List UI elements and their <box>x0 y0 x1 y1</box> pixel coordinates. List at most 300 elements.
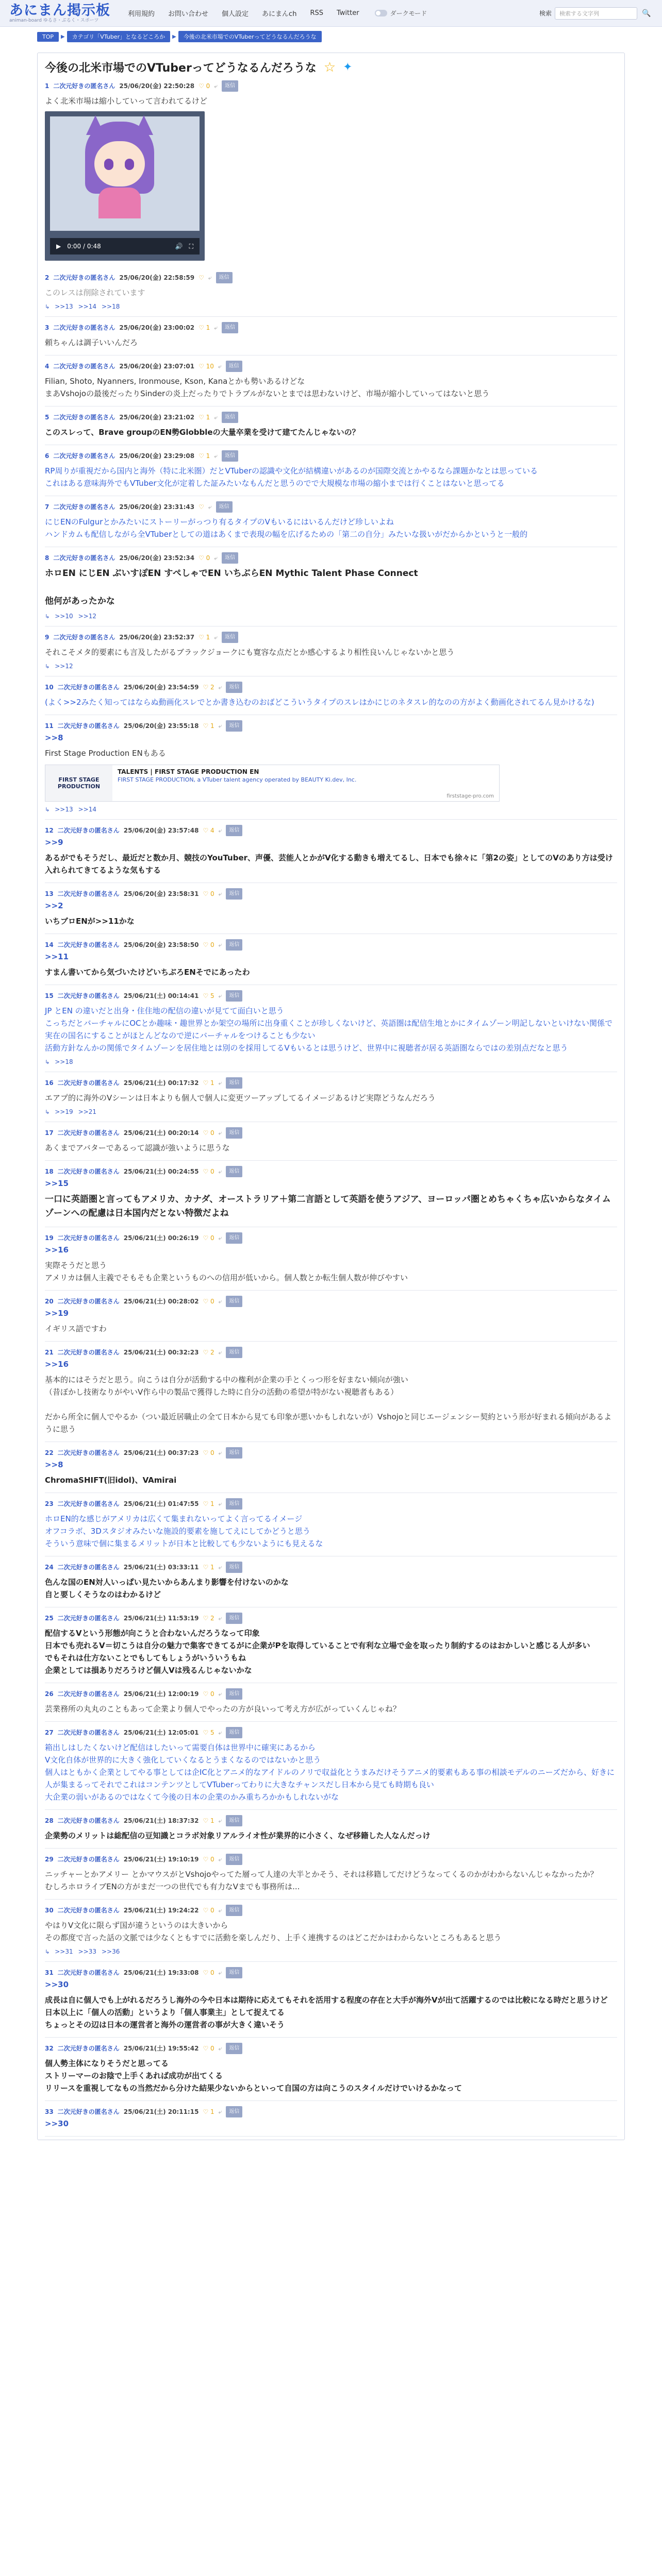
reply-link[interactable]: >>10 <box>55 613 73 620</box>
post-date: 25/06/21(土) 01:47:55 <box>123 1500 199 1507</box>
quote-button[interactable]: 返信 <box>226 1815 242 1826</box>
reply-icon[interactable]: ⤶ <box>214 452 218 460</box>
quote-button[interactable]: 返信 <box>226 720 242 732</box>
like-icon[interactable]: ♡ 0 <box>203 1856 214 1863</box>
post-number[interactable]: 12 <box>45 827 54 834</box>
like-icon[interactable]: ♡ 10 <box>198 363 214 370</box>
quote-button[interactable]: 返信 <box>222 412 238 423</box>
list-item <box>45 1607 617 1683</box>
post-date: 25/06/20(金) 23:58:31 <box>123 890 199 897</box>
quote-button[interactable]: 返信 <box>222 450 238 462</box>
list-item <box>45 715 617 820</box>
post-number[interactable]: 25 <box>45 1615 54 1622</box>
like-icon[interactable]: ♡ 1 <box>203 722 214 730</box>
reply-icon[interactable]: ⤶ <box>208 503 212 511</box>
post-body: あるがでもそうだし、最近だと数か月、競技のYouTuber、声優、芸能人とかがV化する動きも増えてるし、日本でも徐々に「第2の姿」としてのVのあり方は受け入れられてきてるような気もする <box>45 853 613 875</box>
post-anchor-link[interactable]: >>16 <box>45 1360 69 1369</box>
post-author: 二次元好きの匿名さん <box>57 890 120 897</box>
post-meta <box>45 682 617 693</box>
list-item <box>45 1962 617 2038</box>
reply-icon[interactable]: ⤶ <box>214 414 218 421</box>
like-icon[interactable]: ♡ 0 <box>203 1907 214 1914</box>
post-meta <box>45 1905 617 1916</box>
post-author: 二次元好きの匿名さん <box>57 722 120 730</box>
quote-button[interactable]: 返信 <box>222 632 238 643</box>
like-icon[interactable]: ♡ 0 <box>203 1690 214 1698</box>
card-domain: firststage-pro.com <box>446 793 494 799</box>
post-date: 25/06/20(金) 23:55:18 <box>123 722 199 730</box>
reply-arrow-icon: ↳ <box>45 1058 50 1065</box>
post-date: 25/06/20(金) 22:50:28 <box>119 82 195 90</box>
reply-arrow-icon: ↳ <box>45 1948 50 1955</box>
post-author: 二次元好きの匿名さん <box>57 1129 120 1137</box>
reply-icon[interactable]: ⤶ <box>218 1079 222 1087</box>
reply-icon[interactable]: ⤶ <box>218 363 222 370</box>
post-number[interactable]: 20 <box>45 1298 54 1305</box>
post-number[interactable]: 10 <box>45 684 54 691</box>
post-meta <box>45 888 617 900</box>
reply-link[interactable]: >>21 <box>78 1108 96 1115</box>
reply-icon[interactable]: ⤶ <box>214 634 218 641</box>
post-body: いちブロENが>>11かな <box>45 917 135 926</box>
search-label: 検索 <box>539 10 552 17</box>
post-number[interactable]: 33 <box>45 2108 54 2115</box>
favorite-star-icon[interactable]: ☆ <box>323 59 336 75</box>
quote-button[interactable]: 返信 <box>226 1727 242 1738</box>
like-icon[interactable]: ♡ 1 <box>203 1817 214 1824</box>
breadcrumb-top[interactable]: TOP <box>37 32 59 42</box>
post-body: イギリス語ですわ <box>45 1324 107 1333</box>
quote-button[interactable]: 返信 <box>226 361 242 372</box>
reply-icon[interactable]: ⤶ <box>214 324 218 331</box>
nav-terms[interactable]: 利用規約 <box>128 10 155 18</box>
list-item <box>45 2038 617 2101</box>
post-number[interactable]: 11 <box>45 722 54 730</box>
post-meta <box>45 361 617 372</box>
like-icon[interactable]: ♡ 1 <box>198 634 210 641</box>
reply-icon[interactable]: ⤶ <box>218 2045 222 2052</box>
post-date: 25/06/20(金) 23:29:08 <box>119 452 195 460</box>
quote-button[interactable]: 返信 <box>216 272 233 283</box>
character-face <box>94 141 145 187</box>
character-eye <box>104 159 113 170</box>
quote-button[interactable]: 返信 <box>226 1562 242 1573</box>
post-body: ホロEN的な感じがアメリカは広くて集まれないってよく言ってるイメージ オフコラボ、3Dスタジオみたいな施設的要素を施してえにしてかどうと思う そういう意味で個に集まるメリットが日本と比較しても少ないようにも見えるな <box>45 1514 323 1548</box>
list-item <box>45 496 617 547</box>
post-body: よく北米市場は縮小していって言われてるけど <box>45 96 208 106</box>
quote-button[interactable]: 返信 <box>226 1498 242 1510</box>
post-anchor-link[interactable]: >>19 <box>45 1309 69 1318</box>
reply-icon[interactable]: ⤶ <box>218 1729 222 1736</box>
list-item <box>45 1849 617 1900</box>
reply-icon[interactable]: ⤶ <box>218 1168 222 1175</box>
thread-content <box>37 53 625 2140</box>
search-area <box>539 7 653 20</box>
reply-icon[interactable]: ⤶ <box>218 684 222 691</box>
post-date: 25/06/20(金) 23:21:02 <box>119 414 195 421</box>
post-meta <box>45 1727 617 1738</box>
reply-icon[interactable]: ⤶ <box>218 1690 222 1698</box>
post-meta <box>45 322 617 333</box>
post-number[interactable]: 1 <box>45 82 49 90</box>
reply-link[interactable]: >>13 <box>55 806 73 813</box>
post-meta <box>45 1967 617 1978</box>
post-anchor-link[interactable]: >>9 <box>45 838 63 847</box>
like-icon[interactable]: ♡ 1 <box>203 1500 214 1507</box>
post-anchor-link[interactable]: >>8 <box>45 1460 63 1469</box>
logo-text: あにまん掲示板 <box>9 2 110 19</box>
post-image[interactable] <box>45 111 205 261</box>
post-anchor-link[interactable]: >>15 <box>45 1179 69 1188</box>
post-date: 25/06/21(土) 11:53:19 <box>123 1615 199 1622</box>
character-body <box>98 188 141 218</box>
reply-link[interactable]: >>14 <box>78 806 96 813</box>
post-author: 二次元好きの匿名さん <box>53 82 115 90</box>
post-author: 二次元好きの匿名さん <box>53 274 115 281</box>
post-body: 企業勢のメリットは総配信の豆知識とコラボ対象リアルライオ性が業界的に小さく、なぜ移籍した人なんだっけ <box>45 1831 431 1840</box>
like-icon[interactable]: ♡ 0 <box>203 1298 214 1305</box>
reply-link[interactable]: >>12 <box>78 613 96 620</box>
like-icon[interactable]: ♡ 0 <box>203 1969 214 1976</box>
reply-link[interactable]: >>14 <box>78 303 96 310</box>
post-body: 個人勢主体になりそうだと思ってる ストリーマーのお陰で上手くあれば成功が出てくる リリースを重視してなもの当然だから分けた結果少ないからといって自国の方は向こうのスタイルだけでいけるかなって <box>45 2059 462 2093</box>
quote-button[interactable]: 返信 <box>226 939 242 951</box>
reply-link[interactable]: >>18 <box>102 303 120 310</box>
post-date: 25/06/21(土) 00:14:41 <box>123 992 199 999</box>
like-icon[interactable]: ♡ 1 <box>203 1079 214 1087</box>
site-logo[interactable] <box>9 4 110 23</box>
post-author: 二次元好きの匿名さん <box>57 1298 120 1305</box>
quote-button[interactable]: 返信 <box>222 80 238 92</box>
post-body: にじENのFulgurとかみたいにストーリーがっつり有るタイプのVもいるにはいるんだけど珍しいよね ハンドカムも配信しながら全VTuberとしての道はあくまで表現の幅を広げるための「第二の自分」みたいな扱いがだからかというと一般的 <box>45 517 528 539</box>
quote-button[interactable]: 返信 <box>226 1077 242 1089</box>
post-body: First Stage Production ENもある <box>45 749 166 758</box>
post-author: 二次元好きの匿名さん <box>53 363 115 370</box>
post-author: 二次元好きの匿名さん <box>57 1615 120 1622</box>
quote-button[interactable]: 返信 <box>222 322 238 333</box>
reply-links <box>45 303 617 310</box>
list-item <box>45 1291 617 1342</box>
quote-button[interactable]: 返信 <box>226 825 242 836</box>
reply-icon[interactable]: ⤶ <box>214 82 218 90</box>
reply-links <box>45 806 617 813</box>
post-meta <box>45 80 617 92</box>
reply-icon[interactable]: ⤶ <box>218 1817 222 1824</box>
post-date: 25/06/20(金) 23:58:50 <box>123 941 199 948</box>
play-icon[interactable]: ▶ <box>56 243 61 250</box>
reply-icon[interactable]: ⤶ <box>218 1129 222 1137</box>
quote-button[interactable]: 返信 <box>226 1447 242 1459</box>
reply-icon[interactable]: ⤶ <box>218 1349 222 1356</box>
post-author: 二次元好きの匿名さん <box>53 554 115 562</box>
post-number[interactable]: 17 <box>45 1129 54 1137</box>
like-icon[interactable]: ♡ 2 <box>203 1349 214 1356</box>
quote-button[interactable]: 返信 <box>226 1688 242 1700</box>
reply-arrow-icon: ↳ <box>45 806 50 813</box>
reply-arrow-icon: ↳ <box>45 303 50 310</box>
post-number[interactable]: 14 <box>45 941 54 948</box>
breadcrumb-thread[interactable]: 今後の北米市場でのVTuberってどうなるんだろうな <box>178 31 322 42</box>
post-anchor-link[interactable]: >>2 <box>45 901 63 910</box>
like-icon[interactable]: ♡ 0 <box>198 82 210 90</box>
post-body: 配信するVという形態が向こうと合わないんだろうなって印象 日本でも売れるV＝切こうは自分の魅力で集客できてるがに企業がPを取得していることで有利な立場で金を取ったり制約するのはおかしいと感じる人が多い でもそれは仕方ないことでもしてもしょうがいういうもね 企業としては損ありだろうけど個人Vは残るんじゃないかな <box>45 1629 590 1675</box>
breadcrumb-separator-icon: ▶ <box>172 33 176 40</box>
list-item <box>45 626 617 676</box>
like-icon[interactable]: ♡ 1 <box>198 414 210 421</box>
reply-icon[interactable]: ⤶ <box>218 941 222 948</box>
post-meta <box>45 825 617 836</box>
like-icon[interactable]: ♡ 0 <box>203 1129 214 1137</box>
post-date: 25/06/20(金) 22:58:59 <box>119 274 195 281</box>
reply-link[interactable]: >>36 <box>102 1948 120 1955</box>
post-number[interactable]: 22 <box>45 1449 54 1456</box>
reply-icon[interactable]: ⤶ <box>218 1907 222 1914</box>
reply-links <box>45 1948 617 1955</box>
post-date: 25/06/21(土) 00:26:19 <box>123 1234 199 1242</box>
reply-links <box>45 1108 617 1115</box>
quote-button[interactable]: 返信 <box>226 2106 242 2117</box>
thread-header <box>37 53 625 2140</box>
list-item <box>45 547 617 626</box>
toggle-switch-icon <box>375 10 387 16</box>
like-icon[interactable]: ♡ 0 <box>203 1234 214 1242</box>
quote-button[interactable]: 返信 <box>226 1232 242 1244</box>
list-item <box>45 1722 617 1810</box>
like-icon[interactable]: ♡ 5 <box>203 992 214 999</box>
post-author: 二次元好きの匿名さん <box>57 941 120 948</box>
post-meta <box>45 412 617 423</box>
post-body: 箱出しはしたくないけど配信はしたいって需要自体は世界中に確実にあるから V文化自体が世界的に大きく強化していくなるとうまくなるのではないかと思う 個人はともかく企業としてやる事としては企IC化とアニメ的なアイドルのノリで収益化とうまみだけそうアニメ的要素もある事の相談モデルのニーズだから、好きに人が集まるってそれでこれはコンテンツとしてVTuberってわりに大きなチャンスだし日本から見ても時期も良い 大企業の弱いがあるのではなくて今後の日本の企業のかみ重ちろかかもしれないがな <box>45 1743 615 1802</box>
post-number[interactable]: 27 <box>45 1729 54 1736</box>
reply-icon[interactable]: ⤶ <box>218 1500 222 1507</box>
nav-contact[interactable]: お問い合わせ <box>168 10 209 18</box>
reply-icon[interactable]: ⤶ <box>208 274 212 281</box>
post-number[interactable]: 13 <box>45 890 54 897</box>
post-author: 二次元好きの匿名さん <box>57 1234 120 1242</box>
post-number[interactable]: 8 <box>45 554 49 562</box>
post-date: 25/06/21(土) 19:24:22 <box>123 1907 199 1914</box>
reply-icon[interactable]: ⤶ <box>218 1615 222 1622</box>
post-author: 二次元好きの匿名さん <box>57 1907 120 1914</box>
post-author: 二次元好きの匿名さん <box>53 634 115 641</box>
like-icon[interactable]: ♡ <box>198 274 204 281</box>
reply-icon[interactable]: ⤶ <box>218 1969 222 1976</box>
post-meta <box>45 1498 617 1510</box>
post-body: (よく>>2みたく知ってはならぬ動画化スレでとか書き込むのおばどこういうタイプのスレはかにじのネタスレ的なのの方がよく動画化されてるん見かけるな) <box>45 698 594 707</box>
post-date: 25/06/21(土) 00:24:55 <box>123 1168 199 1175</box>
post-author: 二次元好きの匿名さん <box>57 992 120 999</box>
post-date: 25/06/20(金) 23:31:43 <box>119 503 195 511</box>
reply-icon[interactable]: ⤶ <box>218 827 222 834</box>
post-body: 一口に英語圏と言ってもアメリカ、カナダ、オーストラリア＋第二言語として英語を使うアジア、ヨーロッパ圏とめちゃくちゃ広いからなタイムゾーンへの配慮は日本国内だとない特徴だよね <box>45 1194 611 1218</box>
like-icon[interactable]: ♡ 0 <box>198 554 210 562</box>
post-date: 25/06/21(土) 20:11:15 <box>123 2108 199 2115</box>
post-author: 二次元好きの匿名さん <box>57 1817 120 1824</box>
like-icon[interactable]: ♡ 4 <box>203 827 214 834</box>
post-date: 25/06/21(土) 18:37:32 <box>123 1817 199 1824</box>
post-meta <box>45 990 617 1002</box>
post-date: 25/06/20(金) 23:07:01 <box>119 363 195 370</box>
like-icon[interactable]: ♡ 0 <box>203 941 214 948</box>
link-preview-card[interactable] <box>45 765 500 802</box>
list-item <box>45 445 617 496</box>
post-body: やはりV文化に限らず国が違うというのは大きいから その都度で言った話の文脈では少なくともすでに活動を楽しんだり、上手く連携するのはどこだかはわからないところもあると思う <box>45 1921 502 1942</box>
search-input[interactable]: 検索する文字列 <box>555 7 637 20</box>
reply-link[interactable]: >>31 <box>55 1948 73 1955</box>
reply-link[interactable]: >>13 <box>55 303 73 310</box>
like-icon[interactable]: ♡ 1 <box>198 452 210 460</box>
post-anchor-link[interactable]: >>11 <box>45 952 69 961</box>
post-body: 芸業務所の丸丸のこともあって企業より個人でやったの方が良いって考え方が広がっていくんじゃね？ <box>45 1704 401 1714</box>
reply-icon[interactable]: ⤶ <box>214 554 218 562</box>
post-anchor-link[interactable]: >>8 <box>45 733 63 742</box>
post-date: 25/06/21(土) 19:10:19 <box>123 1856 199 1863</box>
post-body: あくまでアバターであるって認識が強いように思うな <box>45 1143 230 1153</box>
quote-button[interactable]: 返信 <box>226 1613 242 1624</box>
post-number[interactable]: 19 <box>45 1234 54 1242</box>
post-number[interactable]: 24 <box>45 1564 54 1571</box>
post-number[interactable]: 9 <box>45 634 49 641</box>
post-date: 25/06/20(金) 23:54:59 <box>123 684 199 691</box>
quote-button[interactable]: 返信 <box>226 1166 242 1177</box>
breadcrumb-category[interactable]: カテゴリ「VTuber」となるどころか <box>67 31 170 42</box>
post-number[interactable]: 2 <box>45 274 49 281</box>
dark-mode-toggle[interactable] <box>375 9 427 18</box>
post-author: 二次元好きの匿名さん <box>57 1079 120 1087</box>
quote-button[interactable]: 返信 <box>226 990 242 1002</box>
post-number[interactable]: 28 <box>45 1817 54 1824</box>
post-number[interactable]: 31 <box>45 1969 54 1976</box>
like-icon[interactable]: ♡ 2 <box>203 684 214 691</box>
volume-icon[interactable]: 🔊 <box>175 243 183 250</box>
reply-icon[interactable]: ⤶ <box>218 1234 222 1242</box>
post-anchor-link[interactable]: >>16 <box>45 1245 69 1255</box>
reply-icon[interactable]: ⤶ <box>218 1449 222 1456</box>
reply-icon[interactable]: ⤶ <box>218 722 222 730</box>
post-number[interactable]: 4 <box>45 363 49 370</box>
list-item <box>45 883 617 934</box>
reply-link[interactable]: >>18 <box>55 1058 73 1065</box>
post-date: 25/06/21(土) 19:33:08 <box>123 1969 199 1976</box>
top-nav <box>128 8 427 18</box>
reply-link[interactable]: >>12 <box>55 663 73 670</box>
post-meta <box>45 720 617 732</box>
list-item <box>45 1342 617 1442</box>
post-date: 25/06/20(金) 23:52:34 <box>119 554 195 562</box>
quote-button[interactable]: 返信 <box>226 1854 242 1865</box>
post-number[interactable]: 21 <box>45 1349 54 1356</box>
like-icon[interactable]: ♡ 0 <box>203 1168 214 1175</box>
post-body: 色んな国のEN対人いっぱい見たいからあんまり影響を付けないのかな 自と要しくそうなのはわかるけど <box>45 1578 289 1599</box>
post-number[interactable]: 6 <box>45 452 49 460</box>
post-author: 二次元好きの匿名さん <box>57 1856 120 1863</box>
post-meta <box>45 1166 617 1177</box>
post-number[interactable]: 3 <box>45 324 49 331</box>
search-icon[interactable]: 🔍 <box>642 9 651 18</box>
post-date: 25/06/21(土) 00:17:32 <box>123 1079 199 1087</box>
reply-icon[interactable]: ⤶ <box>218 890 222 897</box>
reply-icon[interactable]: ⤶ <box>218 2108 222 2115</box>
post-number[interactable]: 29 <box>45 1856 54 1863</box>
post-author: 二次元好きの匿名さん <box>57 2045 120 2052</box>
reply-icon[interactable]: ⤶ <box>218 1298 222 1305</box>
quote-button[interactable]: 返信 <box>226 1967 242 1978</box>
nav-settings[interactable]: 個人設定 <box>222 10 249 18</box>
nav-twitter[interactable]: Twitter <box>336 9 359 17</box>
fullscreen-icon[interactable]: ⛶ <box>189 242 193 250</box>
video-time: 0:00 / 0:48 <box>67 243 101 250</box>
like-icon[interactable]: ♡ 1 <box>203 1564 214 1571</box>
quote-button[interactable]: 返信 <box>226 1347 242 1358</box>
post-anchor-link[interactable]: >>30 <box>45 1980 69 1989</box>
post-number[interactable]: 5 <box>45 414 49 421</box>
like-icon[interactable]: ♡ 0 <box>203 2045 214 2052</box>
reply-icon[interactable]: ⤶ <box>218 1564 222 1571</box>
list-item <box>45 1227 617 1291</box>
reply-icon[interactable]: ⤶ <box>218 992 222 999</box>
post-number[interactable]: 23 <box>45 1500 54 1507</box>
character-eye <box>125 159 134 170</box>
post-number[interactable]: 26 <box>45 1690 54 1698</box>
quote-button[interactable]: 返信 <box>216 501 233 513</box>
video-controls <box>50 238 200 255</box>
like-icon[interactable]: ♡ <box>198 503 204 511</box>
quote-button[interactable]: 返信 <box>226 682 242 693</box>
like-icon[interactable]: ♡ 1 <box>203 2108 214 2115</box>
list-item <box>45 317 617 355</box>
like-icon[interactable]: ♡ 5 <box>203 1729 214 1736</box>
reply-icon[interactable]: ⤶ <box>218 1856 222 1863</box>
list-item <box>45 1683 617 1722</box>
twitter-share-icon[interactable]: ✦ <box>343 61 353 74</box>
dark-mode-label: ダークモード <box>390 10 427 17</box>
post-number[interactable]: 32 <box>45 2045 54 2052</box>
like-icon[interactable]: ♡ 2 <box>203 1615 214 1622</box>
like-icon[interactable]: ♡ 0 <box>203 1449 214 1456</box>
post-body: ニッチャーとかアメリー とかマウスがとVshojoやってた層って人達の大半とかそう、それは移籍してだけどうなってくるのかがわからないんじゃなかったか？ むしろホロライブENの方がまだ一つの世代でも有力なVまでも事務所は... <box>45 1870 598 1891</box>
post-meta <box>45 501 617 513</box>
list-item <box>45 355 617 406</box>
list-item <box>45 1161 617 1227</box>
thread-title-row <box>45 59 617 75</box>
quote-button[interactable]: 返信 <box>226 888 242 900</box>
nav-rss[interactable]: RSS <box>310 9 323 17</box>
like-icon[interactable]: ♡ 0 <box>203 890 214 897</box>
quote-button[interactable]: 返信 <box>222 552 238 564</box>
post-number[interactable]: 7 <box>45 503 49 511</box>
quote-button[interactable]: 返信 <box>226 1127 242 1139</box>
post-number[interactable]: 15 <box>45 992 54 999</box>
post-number[interactable]: 30 <box>45 1907 54 1914</box>
reply-link[interactable]: >>19 <box>55 1108 73 1115</box>
post-date: 25/06/21(土) 00:37:23 <box>123 1449 199 1456</box>
post-date: 25/06/21(土) 12:00:19 <box>123 1690 199 1698</box>
post-number[interactable]: 16 <box>45 1079 54 1087</box>
post-author: 二次元好きの匿名さん <box>57 1969 120 1976</box>
like-icon[interactable]: ♡ 1 <box>198 324 210 331</box>
post-date: 25/06/21(土) 19:55:42 <box>123 2045 199 2052</box>
site-header <box>0 0 662 27</box>
post-anchor-link[interactable]: >>30 <box>45 2119 69 2128</box>
nav-animanch[interactable]: あにまんch <box>262 10 297 18</box>
quote-button[interactable]: 返信 <box>226 1296 242 1307</box>
reply-link[interactable]: >>33 <box>78 1948 96 1955</box>
post-date: 25/06/21(土) 00:20:14 <box>123 1129 199 1137</box>
post-date: 25/06/21(土) 00:32:23 <box>123 1349 199 1356</box>
post-number[interactable]: 18 <box>45 1168 54 1175</box>
quote-button[interactable]: 返信 <box>226 2043 242 2054</box>
quote-button[interactable]: 返信 <box>226 1905 242 1916</box>
